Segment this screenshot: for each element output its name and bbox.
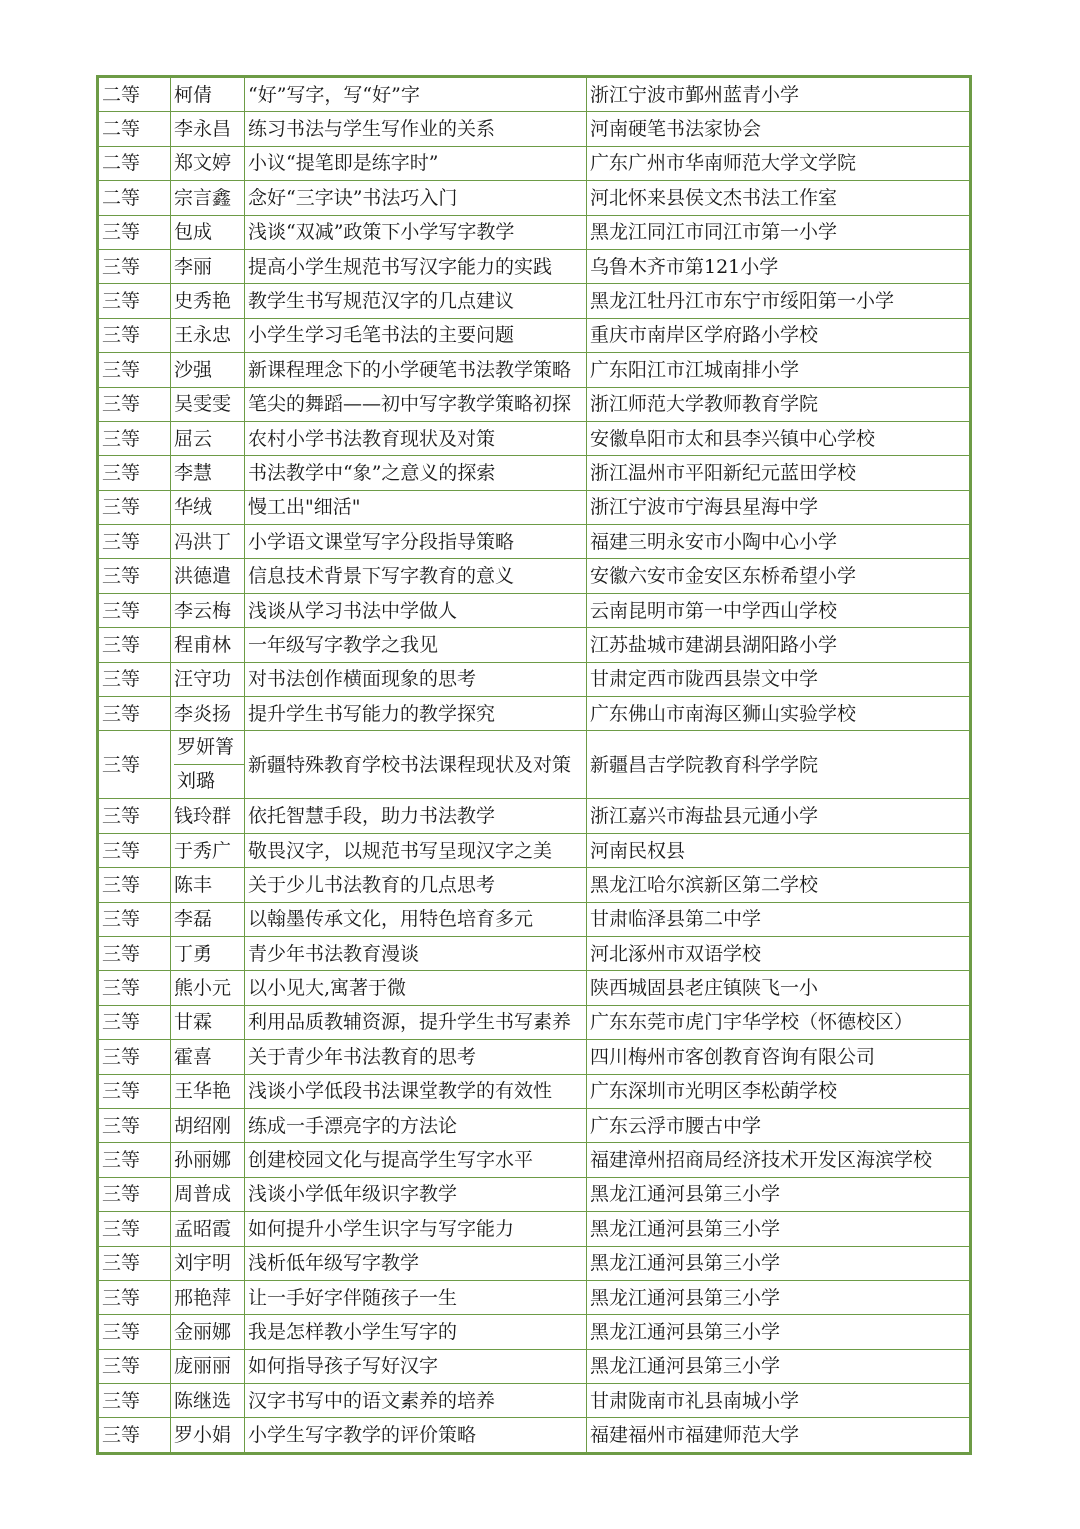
award-level: 三等 [98, 1143, 171, 1177]
paper-title: “好”写字，写“好”字 [245, 77, 587, 112]
author-unit: 浙江宁波市鄞州蓝青小学 [587, 77, 971, 112]
award-level: 三等 [98, 799, 171, 833]
table-row [98, 1315, 971, 1349]
paper-title: 新疆特殊教育学校书法课程现状及对策 [245, 731, 587, 799]
author-name: 金丽娜 [171, 1315, 245, 1349]
author-unit: 黑龙江哈尔滨新区第二学校 [587, 868, 971, 902]
author-name: 华绒 [171, 490, 245, 524]
author-unit: 浙江师范大学教师教育学院 [587, 387, 971, 421]
award-level: 三等 [98, 971, 171, 1005]
paper-title: 以翰墨传承文化，用特色培育多元 [245, 902, 587, 936]
award-level: 三等 [98, 1040, 171, 1074]
paper-title: 小议“提笔即是练字时” [245, 146, 587, 180]
author-unit: 甘肃陇南市礼县南城小学 [587, 1384, 971, 1418]
table-row [98, 525, 971, 559]
author-unit: 黑龙江通河县第三小学 [587, 1246, 971, 1280]
award-list-body [98, 77, 971, 1454]
table-row [98, 1177, 971, 1211]
author-name-entry: 刘璐 [174, 764, 244, 798]
paper-title: 提高小学生规范书写汉字能力的实践 [245, 249, 587, 283]
author-name: 包成 [171, 215, 245, 249]
author-name: 王永忠 [171, 318, 245, 352]
award-level: 三等 [98, 387, 171, 421]
paper-title: 慢工出"细活" [245, 490, 587, 524]
award-level: 三等 [98, 490, 171, 524]
author-unit: 河南硬笔书法家协会 [587, 112, 971, 146]
paper-title: 书法教学中“象”之意义的探索 [245, 456, 587, 490]
table-row [98, 146, 971, 180]
paper-title: 提升学生书写能力的教学探究 [245, 697, 587, 731]
table-row [98, 1246, 971, 1280]
paper-title: 青少年书法教育漫谈 [245, 936, 587, 970]
table-row [98, 1349, 971, 1383]
award-level: 三等 [98, 284, 171, 318]
author-unit: 福建漳州招商局经济技术开发区海滨学校 [587, 1143, 971, 1177]
table-row [98, 181, 971, 215]
paper-title: 利用品质教辅资源，提升学生书写素养 [245, 1005, 587, 1039]
author-name: 李云梅 [171, 593, 245, 627]
table-row [98, 902, 971, 936]
author-unit: 重庆市南岸区学府路小学校 [587, 318, 971, 352]
paper-title: 信息技术背景下写字教育的意义 [245, 559, 587, 593]
author-unit: 黑龙江通河县第三小学 [587, 1212, 971, 1246]
author-unit: 黑龙江通河县第三小学 [587, 1177, 971, 1211]
author-unit: 安徽阜阳市太和县李兴镇中心学校 [587, 421, 971, 455]
author-unit: 新疆昌吉学院教育科学学院 [587, 731, 971, 799]
table-row [98, 799, 971, 833]
author-unit: 广东云浮市腰古中学 [587, 1108, 971, 1142]
author-name: 沙强 [171, 353, 245, 387]
author-unit: 黑龙江同江市同江市第一小学 [587, 215, 971, 249]
paper-title: 如何提升小学生识字与写字能力 [245, 1212, 587, 1246]
paper-title: 如何指导孩子写好汉字 [245, 1349, 587, 1383]
award-level: 三等 [98, 697, 171, 731]
table-row [98, 628, 971, 662]
paper-title: 念好“三字诀”书法巧入门 [245, 181, 587, 215]
award-level: 三等 [98, 1418, 171, 1453]
author-unit: 陕西城固县老庄镇陕飞一小 [587, 971, 971, 1005]
author-name: 李丽 [171, 249, 245, 283]
author-name: 刘宇明 [171, 1246, 245, 1280]
award-level: 三等 [98, 353, 171, 387]
paper-title: 汉字书写中的语文素养的培养 [245, 1384, 587, 1418]
author-name: 陈丰 [171, 868, 245, 902]
paper-title: 让一手好字伴随孩子一生 [245, 1280, 587, 1314]
author-name [171, 731, 245, 799]
paper-title: 创建校园文化与提高学生写字水平 [245, 1143, 587, 1177]
table-row [98, 1040, 971, 1074]
author-unit: 福建福州市福建师范大学 [587, 1418, 971, 1453]
paper-title: 关于青少年书法教育的思考 [245, 1040, 587, 1074]
table-row [98, 662, 971, 696]
author-unit: 广东阳江市江城南排小学 [587, 353, 971, 387]
award-level: 三等 [98, 1315, 171, 1349]
table-row [98, 1212, 971, 1246]
table-row [98, 1108, 971, 1142]
paper-title: 教学生书写规范汉字的几点建议 [245, 284, 587, 318]
award-level: 三等 [98, 525, 171, 559]
author-unit: 黑龙江通河县第三小学 [587, 1315, 971, 1349]
author-unit: 广东东莞市虎门宇华学校（怀德校区） [587, 1005, 971, 1039]
author-unit: 安徽六安市金安区东桥希望小学 [587, 559, 971, 593]
paper-title: 依托智慧手段，助力书法教学 [245, 799, 587, 833]
award-level: 三等 [98, 1349, 171, 1383]
paper-title: 关于少儿书法教育的几点思考 [245, 868, 587, 902]
table-row [98, 284, 971, 318]
award-level: 三等 [98, 559, 171, 593]
award-list-table [96, 75, 972, 1455]
author-unit: 河北涿州市双语学校 [587, 936, 971, 970]
paper-title: 浅谈“双减”政策下小学写字教学 [245, 215, 587, 249]
award-level: 三等 [98, 936, 171, 970]
author-unit: 四川梅州市客创教育咨询有限公司 [587, 1040, 971, 1074]
author-name: 甘霖 [171, 1005, 245, 1039]
author-name: 柯倩 [171, 77, 245, 112]
award-level: 三等 [98, 731, 171, 799]
author-name: 冯洪丁 [171, 525, 245, 559]
author-unit: 云南昆明市第一中学西山学校 [587, 593, 971, 627]
award-level: 三等 [98, 249, 171, 283]
author-unit: 黑龙江牡丹江市东宁市绥阳第一小学 [587, 284, 971, 318]
author-name: 邢艳萍 [171, 1280, 245, 1314]
paper-title: 练成一手漂亮字的方法论 [245, 1108, 587, 1142]
table-row [98, 1384, 971, 1418]
author-unit: 河北怀来县侯文杰书法工作室 [587, 181, 971, 215]
award-level: 三等 [98, 456, 171, 490]
table-row [98, 318, 971, 352]
author-unit: 广东广州市华南师范大学文学院 [587, 146, 971, 180]
paper-title: 一年级写字教学之我见 [245, 628, 587, 662]
table-row [98, 387, 971, 421]
award-level: 三等 [98, 1246, 171, 1280]
award-level: 三等 [98, 662, 171, 696]
author-unit: 黑龙江通河县第三小学 [587, 1280, 971, 1314]
author-name: 孙丽娜 [171, 1143, 245, 1177]
author-name: 郑文婷 [171, 146, 245, 180]
author-name-entry: 罗妍箐 [177, 736, 235, 759]
award-level: 三等 [98, 868, 171, 902]
paper-title: 我是怎样教小学生写字的 [245, 1315, 587, 1349]
paper-title: 练习书法与学生写作业的关系 [245, 112, 587, 146]
award-level: 三等 [98, 833, 171, 867]
paper-title: 对书法创作横面现象的思考 [245, 662, 587, 696]
table-row [98, 353, 971, 387]
award-level: 三等 [98, 1074, 171, 1108]
author-unit: 福建三明永安市小陶中心小学 [587, 525, 971, 559]
award-level: 二等 [98, 112, 171, 146]
author-name: 李炎扬 [171, 697, 245, 731]
author-name: 罗小娟 [171, 1418, 245, 1453]
paper-title: 浅谈从学习书法中学做人 [245, 593, 587, 627]
author-name: 于秀广 [171, 833, 245, 867]
author-unit: 广东深圳市光明区李松蓢学校 [587, 1074, 971, 1108]
award-level: 二等 [98, 181, 171, 215]
author-unit: 浙江宁波市宁海县星海中学 [587, 490, 971, 524]
paper-title: 浅析低年级写字教学 [245, 1246, 587, 1280]
author-name: 霍喜 [171, 1040, 245, 1074]
table-row [98, 112, 971, 146]
award-level: 三等 [98, 1384, 171, 1418]
table-row [98, 936, 971, 970]
author-unit: 黑龙江通河县第三小学 [587, 1349, 971, 1383]
table-row [98, 456, 971, 490]
author-name: 熊小元 [171, 971, 245, 1005]
paper-title: 小学语文课堂写字分段指导策略 [245, 525, 587, 559]
table-row [98, 559, 971, 593]
paper-title: 以小见大,寓著于微 [245, 971, 587, 1005]
author-name: 洪德遣 [171, 559, 245, 593]
table-row [98, 593, 971, 627]
award-level: 三等 [98, 593, 171, 627]
author-unit: 乌鲁木齐市第121小学 [587, 249, 971, 283]
award-level: 三等 [98, 1212, 171, 1246]
author-unit: 浙江嘉兴市海盐县元通小学 [587, 799, 971, 833]
author-name: 王华艳 [171, 1074, 245, 1108]
award-level: 三等 [98, 1005, 171, 1039]
table-row [98, 1143, 971, 1177]
table-row [98, 697, 971, 731]
author-name: 周普成 [171, 1177, 245, 1211]
award-level: 三等 [98, 1177, 171, 1211]
author-name: 丁勇 [171, 936, 245, 970]
award-level: 三等 [98, 421, 171, 455]
author-unit: 浙江温州市平阳新纪元蓝田学校 [587, 456, 971, 490]
author-name: 孟昭霞 [171, 1212, 245, 1246]
author-name: 吴雯雯 [171, 387, 245, 421]
table-row [98, 249, 971, 283]
paper-title: 笔尖的舞蹈——初中写字教学策略初探 [245, 387, 587, 421]
author-name: 宗言鑫 [171, 181, 245, 215]
table-row [98, 77, 971, 112]
paper-title: 浅谈小学低段书法课堂教学的有效性 [245, 1074, 587, 1108]
award-level: 三等 [98, 1108, 171, 1142]
paper-title: 新课程理念下的小学硬笔书法教学策略 [245, 353, 587, 387]
table-row [98, 421, 971, 455]
author-name: 李慧 [171, 456, 245, 490]
author-name: 李磊 [171, 902, 245, 936]
paper-title: 小学生学习毛笔书法的主要问题 [245, 318, 587, 352]
author-name: 庞丽丽 [171, 1349, 245, 1383]
table-row [98, 971, 971, 1005]
award-level: 三等 [98, 215, 171, 249]
award-level: 三等 [98, 628, 171, 662]
paper-title: 浅谈小学低年级识字教学 [245, 1177, 587, 1211]
author-unit: 甘肃定西市陇西县崇文中学 [587, 662, 971, 696]
author-name: 胡绍刚 [171, 1108, 245, 1142]
author-unit: 河南民权县 [587, 833, 971, 867]
table-row [98, 731, 971, 799]
paper-title: 农村小学书法教育现状及对策 [245, 421, 587, 455]
award-level: 三等 [98, 318, 171, 352]
paper-title: 小学生写字教学的评价策略 [245, 1418, 587, 1453]
paper-title: 敬畏汉字，以规范书写呈现汉字之美 [245, 833, 587, 867]
award-level: 二等 [98, 146, 171, 180]
author-name: 李永昌 [171, 112, 245, 146]
award-level: 三等 [98, 902, 171, 936]
author-name: 程甫林 [171, 628, 245, 662]
author-name: 屈云 [171, 421, 245, 455]
table-row [98, 1074, 971, 1108]
table-row [98, 1418, 971, 1453]
author-unit: 江苏盐城市建湖县湖阳路小学 [587, 628, 971, 662]
author-name: 钱玲群 [171, 799, 245, 833]
author-name: 汪守功 [171, 662, 245, 696]
author-name: 史秀艳 [171, 284, 245, 318]
author-unit: 广东佛山市南海区狮山实验学校 [587, 697, 971, 731]
table-row [98, 490, 971, 524]
table-row [98, 833, 971, 867]
author-name: 陈继选 [171, 1384, 245, 1418]
award-level: 三等 [98, 1280, 171, 1314]
table-row [98, 1280, 971, 1314]
table-row [98, 215, 971, 249]
table-row [98, 1005, 971, 1039]
author-unit: 甘肃临泽县第二中学 [587, 902, 971, 936]
table-row [98, 868, 971, 902]
award-level: 二等 [98, 77, 171, 112]
